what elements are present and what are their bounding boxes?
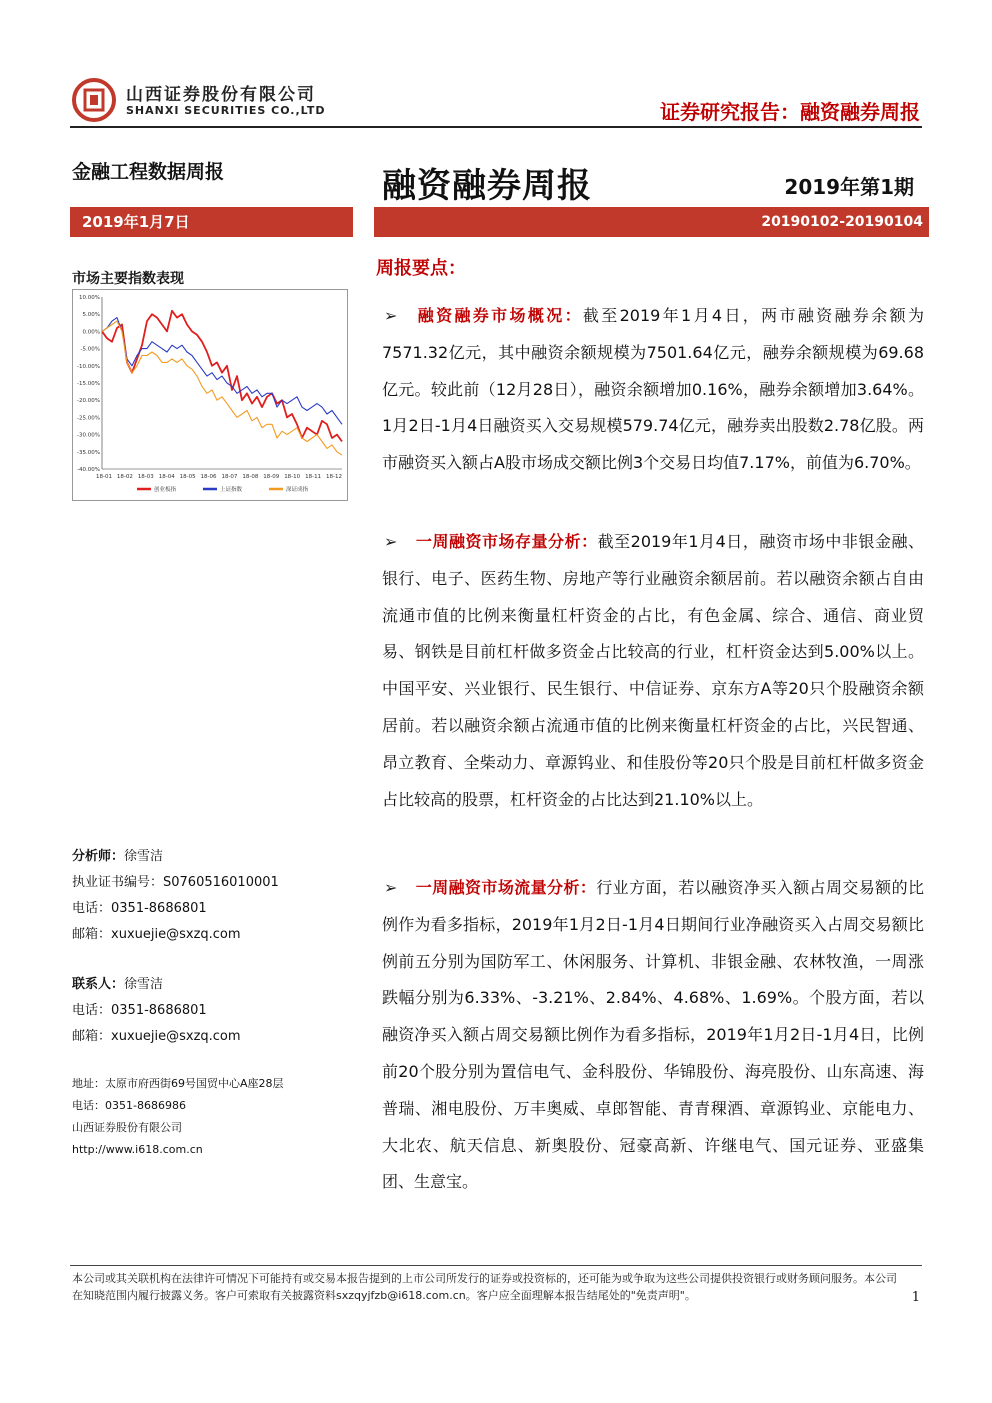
y-tick-label: 0.00%: [82, 329, 100, 336]
y-tick-label: -10.00%: [77, 363, 100, 370]
contact-info: [72, 972, 362, 1050]
report-date: 2019年1月7日: [82, 213, 190, 231]
x-tick-label: 18-11: [305, 474, 322, 480]
summary-heading: 周报要点：: [376, 258, 466, 279]
report-category: 金融工程数据周报: [72, 161, 225, 183]
paragraph-text: 行业方面，若以融资净买入额占周交易额的比例作为看多指标，2019年1月2日-1月4日期间行业净融资买入占周交易额比例前五分别为国防军工、休闲服务、计算机、非银金融、农林牧渔，一周涨跌幅分别为6.33%、-3.21%、2.84%、4.68%、1.69%。个股方面，若以融资净买入额占周交易额比例作为看多指标，2019年1月2日-1月4日，比例前20个股分别为置信电气、金科股份、华锦股份、海亮股份、山东高速、海普瑞、湘电股份、万丰奥威、卓郎智能、青青稞酒、章源钨业、京能电力、大北农、航天信息、新奥股份、冠豪高新、许继电气、国元证券、亚盛集团、生意宝。: [382, 878, 924, 1192]
page-number: 1: [911, 1290, 920, 1305]
summary-paragraph-3: [382, 870, 924, 1201]
x-tick-label: 18-06: [200, 474, 217, 480]
bullet-arrow-icon: ➢: [384, 306, 398, 325]
x-tick-label: 18-01: [96, 474, 112, 480]
bullet-arrow-icon: ➢: [384, 532, 398, 551]
footer-disclaimer: 本公司或其关联机构在法律许可情况下可能持有或交易本报告提到的上市公司所发行的证券或投资标的，还可能为或争取为这些公司提供投资银行或财务顾问服务。本公司在知晓范围内履行披露义务。客户可索取有关披露资料sxzqyjfzb@i618.com.cn。客户应全面理解本报告结尾处的"免责声明"。: [72, 1272, 897, 1302]
report-range: 20190102-20190104: [761, 214, 923, 230]
bullet-arrow-icon: ➢: [384, 878, 398, 897]
contact-tel: 0351-8686801: [111, 1003, 207, 1018]
y-tick-label: -35.00%: [77, 449, 100, 456]
page-title: 融资融券周报: [382, 166, 592, 206]
chart-title: 市场主要指数表现: [72, 271, 184, 287]
legend-label: 上证指数: [220, 487, 243, 493]
contact-label: 联系人：: [72, 977, 125, 992]
index-performance-chart: [72, 289, 348, 501]
analyst-email[interactable]: xuxuejie@sxzq.com: [111, 927, 241, 942]
legend-label: 深证成指: [286, 487, 309, 493]
x-tick-label: 18-10: [284, 474, 301, 480]
summary-paragraph-1: [382, 298, 924, 482]
report-type: 证券研究报告：融资融券周报: [660, 100, 920, 124]
x-tick-label: 18-02: [116, 474, 133, 480]
address-tel: 电话：0351-8686986: [72, 1099, 186, 1112]
email-label: 邮箱：: [72, 1029, 112, 1044]
tel-label: 电话：: [72, 901, 112, 916]
analyst-info: [72, 844, 362, 948]
summary-paragraph-2: [382, 524, 924, 818]
address-line: 地址：太原市府西街69号国贸中心A座28层: [72, 1077, 284, 1090]
y-tick-label: -5.00%: [80, 346, 100, 353]
paragraph-lead: 一周融资市场流量分析：: [415, 878, 597, 897]
y-tick-label: -20.00%: [77, 398, 100, 405]
contact-name: 徐雪洁: [124, 977, 164, 992]
paragraph-text: 截至2019年1月4日，融资市场中非银金融、银行、电子、医药生物、房地产等行业融资余额居前。若以融资余额占自由流通市值的比例来衡量杠杆资金的占比，有色金属、综合、通信、商业贸易、钢铁是目前杠杆做多资金占比较高的行业，杠杆资金达到5.00%以上。中国平安、兴业银行、民生银行、中信证券、京东方A等20只个股融资余额居前。若以融资余额占流通市值的比例来衡量杠杆资金的占比，兴民智通、昂立教育、全柴动力、章源钨业、和佳股份等20只个股是目前杠杆做多资金占比较高的股票，杠杆资金的占比达到21.10%以上。: [382, 532, 924, 809]
company-website-link[interactable]: http://www.i618.com.cn: [72, 1143, 203, 1156]
range-bar: [374, 207, 929, 237]
cert-number: S0760516010001: [163, 875, 279, 890]
analyst-label: 分析师：: [72, 849, 125, 864]
email-label: 邮箱：: [72, 927, 112, 942]
tel-label: 电话：: [72, 1003, 112, 1018]
x-tick-label: 18-09: [263, 474, 280, 480]
address-company: 山西证券股份有限公司: [72, 1121, 182, 1134]
footer-divider: [70, 1265, 922, 1266]
paragraph-lead: 一周融资市场存量分析：: [415, 532, 598, 551]
y-tick-label: -30.00%: [77, 432, 100, 439]
paragraph-text: 截至2019年1月4日，两市融资融券余额为7571.32亿元，其中融资余额规模为7501.64亿元，融券余额规模为69.68亿元。较此前（12月28日），融资余额增加0.16%，融券余额增加3.64%。1月2日-1月4日融资买入交易规模579.74亿元，融券卖出股数2.78亿股。两市融资买入额占A股市场成交额比例3个交易日均值7.17%，前值为6.70%。: [382, 306, 924, 473]
paragraph-lead: 融资融券市场概况：: [415, 306, 583, 325]
y-tick-label: 5.00%: [82, 312, 100, 319]
y-tick-label: -15.00%: [77, 381, 100, 387]
y-tick-label: 10.00%: [79, 295, 100, 301]
x-tick-label: 18-12: [326, 474, 342, 480]
header-divider: [70, 126, 922, 128]
company-name-cn: 山西证券股份有限公司: [126, 85, 316, 105]
company-name-en: SHANXI SECURITIES CO.,LTD: [126, 104, 326, 117]
issue-number: 2019年第1期: [784, 175, 914, 199]
cert-label: 执业证书编号：: [72, 875, 164, 890]
x-tick-label: 18-05: [179, 474, 196, 480]
x-tick-label: 18-07: [221, 474, 238, 480]
x-tick-label: 18-04: [158, 474, 175, 480]
analyst-name: 徐雪洁: [124, 849, 164, 864]
company-logo-icon: [72, 78, 116, 122]
y-tick-label: -40.00%: [77, 467, 100, 473]
date-bar: [70, 207, 353, 237]
y-tick-label: -25.00%: [77, 415, 100, 422]
x-tick-label: 18-08: [242, 474, 259, 480]
x-tick-label: 18-03: [137, 474, 154, 480]
legend-label: 创业板指: [154, 487, 177, 493]
analyst-tel: 0351-8686801: [111, 901, 207, 916]
contact-email[interactable]: xuxuejie@sxzq.com: [111, 1029, 241, 1044]
company-address: [72, 1073, 362, 1161]
